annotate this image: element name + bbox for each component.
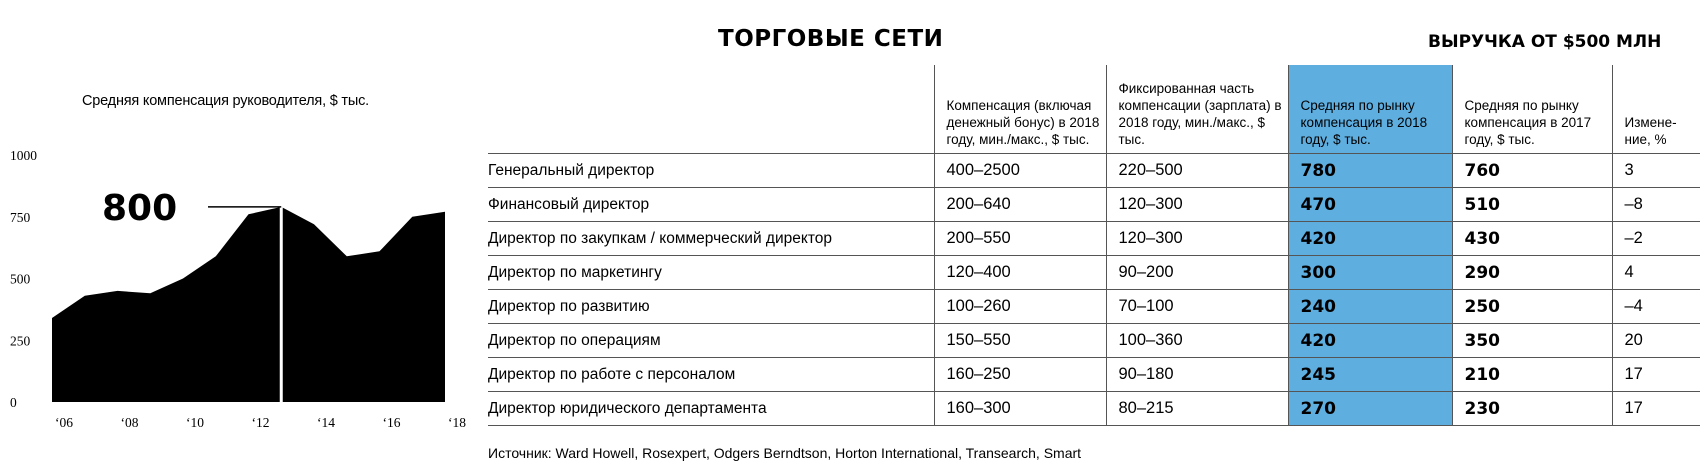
x-tick-label: ‘16: [382, 415, 401, 430]
value-cell: 350: [1452, 324, 1612, 358]
column-header: Измене-ние, %: [1612, 65, 1700, 154]
y-tick-label: 250: [10, 333, 31, 349]
value-cell: 300: [1288, 256, 1452, 290]
value-cell: 400–2500: [934, 154, 1106, 188]
value-cell: 420: [1288, 222, 1452, 256]
value-cell: 80–215: [1106, 392, 1288, 426]
compensation-table: [488, 65, 1700, 426]
source-note: Источник: Ward Howell, Rosexpert, Odgers Berndtson, Horton International, Transearch, Smart: [488, 445, 1082, 461]
role-cell: Директор по маркетингу: [488, 256, 934, 290]
area-chart: [0, 0, 470, 467]
value-cell: 20: [1612, 324, 1700, 358]
value-cell: –8: [1612, 188, 1700, 222]
table-row: [488, 392, 1700, 426]
value-cell: 245: [1288, 358, 1452, 392]
value-cell: 230: [1452, 392, 1612, 426]
value-cell: 200–640: [934, 188, 1106, 222]
y-tick-label: 500: [10, 271, 31, 287]
table-row: [488, 256, 1700, 290]
column-header: Средняя по рынку компенсация в 2017 году, $ тыс.: [1452, 65, 1612, 154]
value-cell: 470: [1288, 188, 1452, 222]
value-cell: 510: [1452, 188, 1612, 222]
table-row: [488, 290, 1700, 324]
value-cell: 70–100: [1106, 290, 1288, 324]
value-cell: –4: [1612, 290, 1700, 324]
value-cell: 780: [1288, 154, 1452, 188]
role-cell: Финансовый директор: [488, 188, 934, 222]
table-title: ТОРГОВЫЕ СЕТИ: [718, 26, 944, 52]
value-cell: 17: [1612, 358, 1700, 392]
table-body: [488, 154, 1700, 426]
value-cell: 270: [1288, 392, 1452, 426]
role-cell: Директор по работе с персоналом: [488, 358, 934, 392]
role-cell: Директор по закупкам / коммерческий директор: [488, 222, 934, 256]
value-cell: 240: [1288, 290, 1452, 324]
y-tick-label: 1000: [10, 148, 37, 163]
column-header: Фиксированная часть компенсации (зарплата) в 2018 году, мин./макс., $ тыс.: [1106, 65, 1288, 154]
y-tick-label: 0: [10, 395, 17, 410]
y-tick-label: 750: [10, 209, 31, 225]
value-cell: 160–300: [934, 392, 1106, 426]
table-row: [488, 358, 1700, 392]
table-row: [488, 222, 1700, 256]
value-cell: 120–300: [1106, 222, 1288, 256]
value-cell: 90–200: [1106, 256, 1288, 290]
column-header: Компенсация (включая денежный бонус) в 2018 году, мин./макс., $ тыс.: [934, 65, 1106, 154]
value-cell: 250: [1452, 290, 1612, 324]
role-cell: Директор по развитию: [488, 290, 934, 324]
table-row: [488, 324, 1700, 358]
x-tick-label: ‘14: [317, 415, 335, 430]
x-tick-label: ‘06: [55, 415, 73, 430]
value-cell: 290: [1452, 256, 1612, 290]
table-subtitle: ВЫРУЧКА ОТ $500 МЛН: [1428, 32, 1662, 52]
value-cell: –2: [1612, 222, 1700, 256]
value-cell: 120–300: [1106, 188, 1288, 222]
value-cell: 200–550: [934, 222, 1106, 256]
value-cell: 100–360: [1106, 324, 1288, 358]
x-tick-label: ‘12: [251, 415, 270, 430]
x-tick-label: ‘08: [120, 415, 139, 430]
value-cell: 150–550: [934, 324, 1106, 358]
value-cell: 220–500: [1106, 154, 1288, 188]
chart-title: Средняя компенсация руководителя, $ тыс.: [82, 93, 369, 109]
value-cell: 17: [1612, 392, 1700, 426]
table-row: [488, 188, 1700, 222]
peak-annotation: 800: [102, 187, 178, 229]
role-cell: Директор по операциям: [488, 324, 934, 358]
chart-plot: [0, 0, 470, 467]
value-cell: 3: [1612, 154, 1700, 188]
value-cell: 100–260: [934, 290, 1106, 324]
table-header-row: [488, 65, 1700, 154]
role-cell: Директор юридического департамента: [488, 392, 934, 426]
value-cell: 90–180: [1106, 358, 1288, 392]
area-series: [52, 207, 445, 402]
value-cell: 210: [1452, 358, 1612, 392]
value-cell: 160–250: [934, 358, 1106, 392]
column-header: Средняя по рынку компенсация в 2018 году, $ тыс.: [1288, 65, 1452, 154]
x-tick-label: ‘10: [186, 415, 204, 430]
value-cell: 760: [1452, 154, 1612, 188]
value-cell: 120–400: [934, 256, 1106, 290]
x-tick-label: ‘18: [448, 415, 466, 430]
table-row: [488, 154, 1700, 188]
header-role: [488, 65, 934, 154]
value-cell: 420: [1288, 324, 1452, 358]
value-cell: 430: [1452, 222, 1612, 256]
value-cell: 4: [1612, 256, 1700, 290]
role-cell: Генеральный директор: [488, 154, 934, 188]
